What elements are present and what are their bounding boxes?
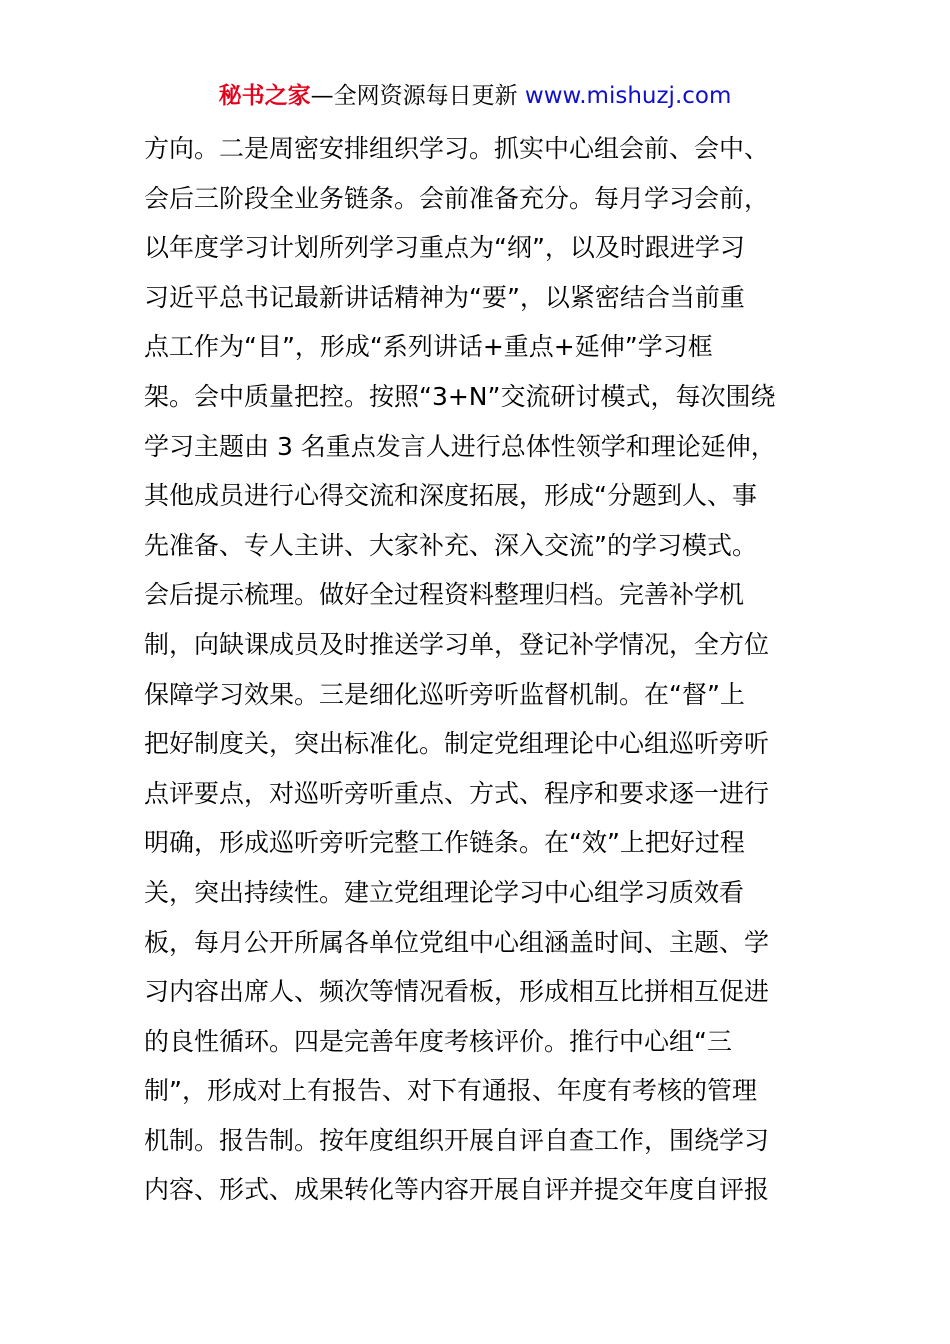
text-line: 制”，形成对上有报告、对下有通报、年度有考核的管理: [144, 1076, 757, 1106]
text-line: 内容、形式、成果转化等内容开展自评并提交年度自评报: [144, 1175, 770, 1205]
text-line: 先准备、专人主讲、大家补充、深入交流”的学习模式。: [144, 530, 757, 560]
text-line: 习近平总书记最新讲话精神为“要”，以紧密结合当前重: [144, 282, 745, 312]
text-line: 把好制度关，突出标准化。制定党组理论中心组巡听旁听: [144, 729, 770, 759]
text-line: 制，向缺课成员及时推送学习单，登记补学情况，全方位: [144, 629, 770, 659]
text-line: 保障学习效果。三是细化巡听旁听监督机制。在“督”上: [144, 679, 745, 709]
text-line: 的良性循环。四是完善年度考核评价。推行中心组“三: [144, 1026, 732, 1056]
text-line: 学习主题由 3 名重点发言人进行总体性领学和理论延伸，: [144, 431, 776, 461]
text-line: 关，突出持续性。建立党组理论学习中心组学习质效看: [144, 877, 745, 907]
text-line: 习内容出席人、频次等情况看板，形成相互比拼相互促进: [144, 977, 770, 1007]
document-body: [144, 124, 814, 1215]
text-line: 方向。二是周密安排组织学习。抓实中心组会前、会中、: [144, 134, 770, 163]
site-url-link[interactable]: www.mishuzj.com: [524, 83, 732, 109]
text-line: 机制。报告制。按年度组织开展自评自查工作，围绕学习: [144, 1125, 770, 1155]
page-header: [0, 80, 950, 112]
header-tagline: —全网资源每日更新: [310, 83, 525, 109]
text-line: 明确，形成巡听旁听完整工作链条。在“效”上把好过程: [144, 828, 745, 858]
text-line: 板，每月公开所属各单位党组中心组涵盖时间、主题、学: [144, 927, 770, 957]
text-line: 点评要点，对巡听旁听重点、方式、程序和要求逐一进行: [144, 778, 770, 808]
text-line: 其他成员进行心得交流和深度拓展，形成“分题到人、事: [144, 481, 757, 511]
text-line: 会后三阶段全业务链条。会前准备充分。每月学习会前，: [144, 183, 770, 213]
text-line: 会后提示梳理。做好全过程资料整理归档。完善补学机: [144, 580, 745, 610]
text-line: 架。会中质量把控。按照“3+N”交流研讨模式，每次围绕: [144, 381, 776, 411]
brand-name: 秘书之家: [218, 83, 311, 109]
text-line: 以年度学习计划所列学习重点为“纲”，以及时跟进学习: [144, 233, 745, 263]
text-line: 点工作为“目”，形成“系列讲话+重点+延伸”学习框: [144, 332, 713, 362]
